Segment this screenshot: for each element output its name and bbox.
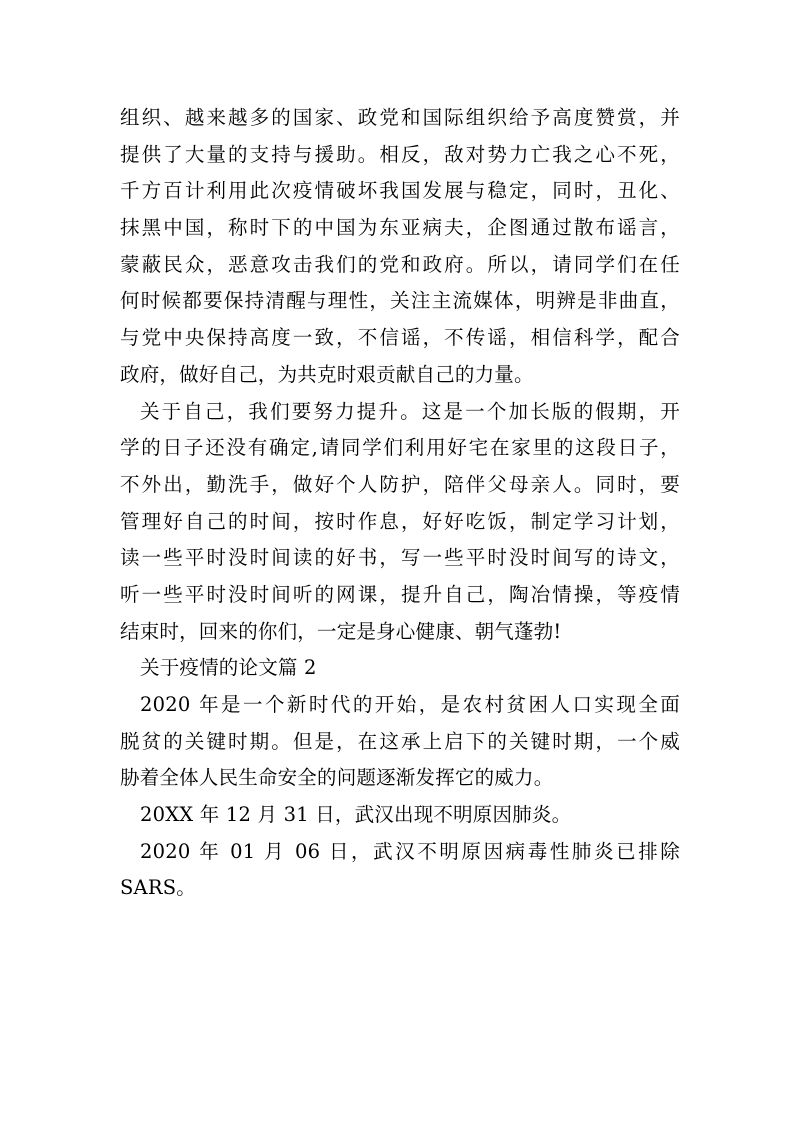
text-line: 胁着全体人民生命安全的问题逐渐发挥它的威力。 — [120, 766, 554, 790]
text-line: 提供了大量的支持与援助。相反，敌对势力亡我之心不死， — [120, 142, 680, 166]
text-line: 与党中央保持高度一致，不信谣，不传谣，相信科学，配合 — [120, 326, 680, 350]
text-line: 政府，做好自己，为共克时艰贡献自己的力量。 — [120, 362, 534, 386]
text-line: 不外出，勤洗手，做好个人防护，陪伴父母亲人。同时，要 — [120, 472, 680, 496]
text-line: 抹黑中国，称时下的中国为东亚病夫，企图通过散布谣言， — [120, 216, 680, 240]
text-line: 结束时，回来的你们，一定是身心健康、朝气蓬勃! — [120, 619, 562, 643]
document-body — [120, 100, 680, 907]
text-line: 何时候都要保持清醒与理性，关注主流媒体，明辨是非曲直， — [120, 289, 680, 313]
section-heading: 关于疫情的论文篇 2 — [140, 656, 317, 680]
text-line: 20XX 年 12 月 31 日，武汉出现不明原因肺炎。 — [140, 803, 572, 827]
text-line: 脱贫的关键时期。但是，在这承上启下的关键时期，一个威 — [120, 729, 680, 753]
text-line: 管理好自己的时间，按时作息，好好吃饭，制定学习计划， — [120, 509, 680, 533]
text-line: 2020 年 01 月 06 日，武汉不明原因病毒性肺炎已排除 — [140, 839, 680, 863]
text-line: SARS。 — [120, 876, 196, 900]
text-line: 蒙蔽民众，恶意攻击我们的党和政府。所以，请同学们在任 — [120, 252, 680, 276]
text-line: 2020 年是一个新时代的开始，是农村贫困人口实现全面 — [140, 693, 680, 716]
text-line: 听一些平时没时间听的网课，提升自己，陶冶情操，等疫情 — [120, 582, 680, 606]
text-line: 组织、越来越多的国家、政党和国际组织给予高度赞赏，并 — [120, 106, 680, 129]
text-line: 关于自己，我们要努力提升。这是一个加长版的假期，开 — [140, 399, 680, 423]
text-line: 千方百计利用此次疫情破坏我国发展与稳定，同时，丑化、 — [120, 179, 680, 203]
text-line: 学的日子还没有确定,请同学们利用好宅在家里的这段日子， — [120, 436, 680, 460]
text-line: 读一些平时没时间读的好书，写一些平时没时间写的诗文， — [120, 546, 680, 570]
